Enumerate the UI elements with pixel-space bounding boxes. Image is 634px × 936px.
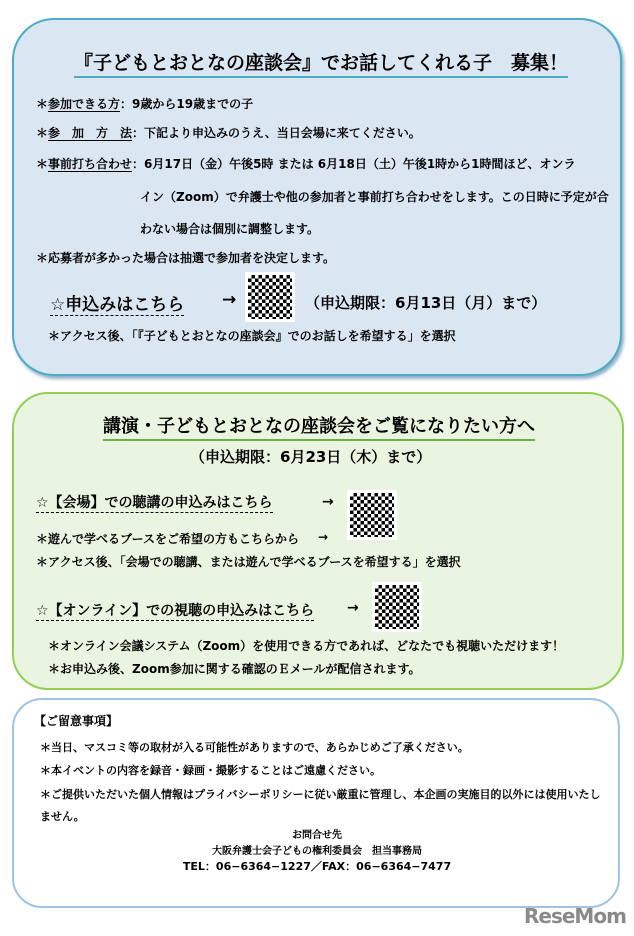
access-note: ＊アクセス後、「『子どもとおとなの座談会』でのお話しを希望する」を選択 bbox=[48, 329, 456, 343]
note-item: ＊本イベントの内容を録音・録画・撮影することはご遠慮ください。 bbox=[40, 764, 381, 777]
meeting-label: 事前打ち合わせ bbox=[48, 157, 133, 171]
method-value: ：下記より申込みのうえ、当日会場に来てください。 bbox=[132, 126, 421, 140]
method-row: ＊参 加 方 法：下記より申込みのうえ、当日会場に来てください。 bbox=[36, 126, 421, 140]
eligible-value: ：9歳から19歳までの子 bbox=[120, 97, 254, 111]
online-apply-link[interactable]: ☆【オンライン】での視聴の申込みはこちら bbox=[36, 600, 314, 621]
booth-note: ＊遊んで学べるブースをご希望の方もこちらから bbox=[36, 532, 300, 546]
resemom-logo: ReseMom bbox=[524, 904, 626, 928]
lottery-note: ＊応募者が多かった場合は抽選で参加者を決定します。 bbox=[36, 251, 336, 265]
notes-section bbox=[12, 698, 620, 908]
arrow-icon: → bbox=[318, 530, 329, 544]
arrow-icon: → bbox=[222, 290, 237, 310]
venue-apply-link[interactable]: ☆【会場】での聴講の申込みはこちら bbox=[36, 492, 273, 513]
recruitment-title: 『子どもとおとなの座談会』でお話してくれる子 募集！ bbox=[74, 48, 568, 78]
arrow-icon: → bbox=[347, 600, 359, 616]
meeting-line: ：6月17日（金）午後5時 または 6月18日（土）午後1時から1時間ほど、オンラ bbox=[132, 157, 576, 171]
note-item: ＊ご提供いただいた個人情報はプライバシーポリシーに従い厳重に管理し、本企画の実施目的以外には使用いたし bbox=[40, 788, 601, 801]
deadline: （申込期限：6月13日（月）まで） bbox=[305, 294, 547, 312]
venue-access-note: ＊アクセス後、「会場での聴講、または遊んで学べるブースを希望する」を選択 bbox=[36, 555, 461, 569]
eligible-row: ＊参加できる方：9歳から19歳までの子 bbox=[36, 97, 254, 111]
qr-code[interactable] bbox=[245, 272, 295, 322]
meeting-line: イン（Zoom）で弁護士や他の参加者と事前打ち合わせをします。この日時に予定が合 bbox=[140, 190, 609, 204]
viewing-deadline: （申込期限：6月23日（木）まで） bbox=[190, 448, 432, 466]
note-item: ません。 bbox=[40, 810, 85, 823]
notes-heading: 【ご留意事項】 bbox=[34, 714, 119, 728]
online-qr-code[interactable] bbox=[372, 582, 422, 632]
viewing-title: 講演・子どもとおとなの座談会をご覧になりたい方へ bbox=[103, 412, 535, 441]
note-item: ＊当日、マスコミ等の取材が入る可能性がありますので、あらかじめご了承ください。 bbox=[40, 741, 469, 754]
meeting-row: ＊事前打ち合わせ：6月17日（金）午後5時 または 6月18日（土）午後1時から1時間ほど、オンラ bbox=[36, 157, 576, 171]
arrow-icon: → bbox=[322, 494, 334, 510]
apply-link[interactable]: ☆申込みはこちら bbox=[50, 290, 184, 316]
venue-qr-code[interactable] bbox=[347, 490, 397, 540]
contact-heading: お問合せ先 bbox=[292, 830, 342, 841]
online-note: ＊オンライン会議システム（Zoom）を使用できる方であれば、どなたでも視聴いただけます！ bbox=[48, 639, 565, 653]
meeting-line: わない場合は個別に調整します。 bbox=[140, 222, 320, 236]
contact-phone: TEL：06−6364−1227／FAX：06−6364−7477 bbox=[182, 860, 452, 873]
online-note: ＊お申込み後、Zoom参加に関する確認のＥメールが配信されます。 bbox=[48, 662, 421, 676]
method-label: 参 加 方 法 bbox=[48, 126, 133, 140]
eligible-label: 参加できる方 bbox=[48, 97, 121, 111]
contact-organization: 大阪弁護士会子どもの権利委員会 担当事務局 bbox=[212, 846, 422, 857]
